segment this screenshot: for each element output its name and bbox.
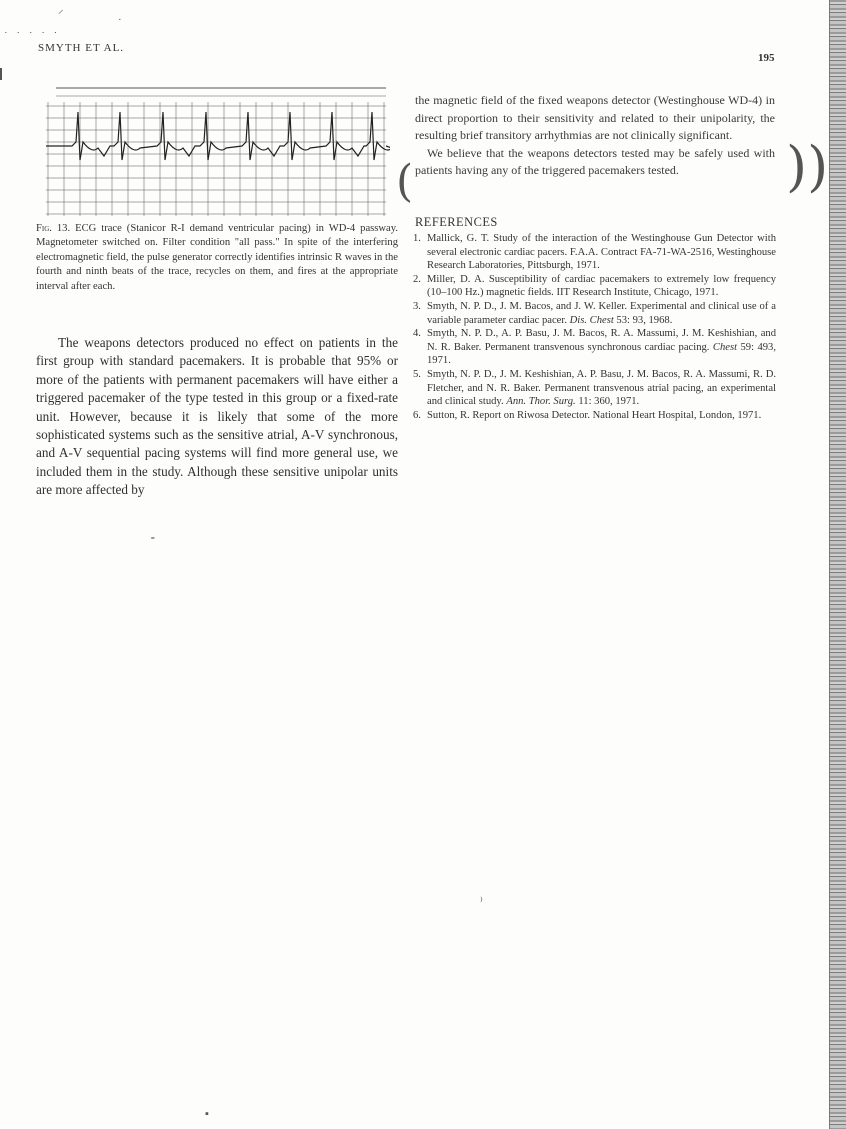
body-paragraph: the magnetic field of the fixed weapons detector (Westinghouse WD-4) in direct proportion to their sensitivity and related to their unipolarity, the resulting brief transitory arrhythmias are not clinically significant. — [415, 93, 775, 143]
reference-item: 4. Smyth, N. P. D., A. P. Basu, J. M. Bacos, R. A. Massumi, J. M. Keshishian, and N. R. Baker. Permanent transvenous synchronous cardiac pacing. Chest 59: 493, 1971. — [413, 328, 777, 367]
ecg-trace-figure — [40, 84, 390, 224]
scan-speck: ˙ ˙ ˙ ˙ ˙ — [4, 30, 61, 42]
scan-speck: ⁾ — [480, 896, 483, 908]
scan-left-mark — [0, 68, 2, 80]
reference-item: 1. Mallick, G. T. Study of the interaction of the Westinghouse Gun Detector with several electronic cardiac pacers. F.A.A. Contract FA-71-WA-2516, Westinghouse Research Laboratories, Pittsburgh, 1971. — [413, 233, 776, 272]
body-paragraph: The weapons detectors produced no effect on patients in the first group with standard pacemakers. It is probable that 95% or more of the patients with permanent pacemakers will have either a triggered pacemaker of the type tested in this group or a fixed-rate unit. However, because it is likely that some of the more sophisticated systems such as the sensitive atrial, A-V synchronous, and A-V sequential pacing systems will find more general use, we included them in the study. Although these sensitive unipolar units are more affected by — [36, 335, 398, 498]
scan-edge-line — [829, 0, 830, 1129]
references-list — [413, 232, 776, 422]
scan-edge-strip — [830, 0, 846, 1129]
scan-speck: ⁃ — [150, 533, 156, 545]
scan-speck: ▪ — [205, 1108, 209, 1120]
handwritten-bracket-left: ( — [396, 156, 414, 207]
body-paragraph: We believe that the weapons detectors tested may be safely used with patients having any of the triggered pacemakers tested. — [415, 145, 775, 178]
right-column-body — [415, 92, 775, 180]
figure-label: Fig. 13. — [36, 223, 71, 234]
left-column-body — [36, 334, 398, 500]
reference-item: 6. Sutton, R. Report on Riwosa Detector. National Heart Hospital, London, 1971. — [413, 409, 762, 421]
references-heading: REFERENCES — [415, 215, 498, 229]
reference-item: 5. Smyth, N. P. D., J. M. Keshishian, A. P. Basu, J. M. Bacos, R. A. Massumi, R. D. Fletcher, and N. R. Baker. Permanent transvenous atrial pacing, an experimental and clinical study. Ann. Thor. Surg. 11: 360, 1971. — [413, 368, 776, 408]
scan-speck: · — [118, 14, 122, 26]
figure-caption-text: ECG trace (Stanicor R-I demand ventricular pacing) in WD-4 passway. Magnetometer switched on. Filter condition "all pass." In spite of the interfering electromagnetic field, the pulse generator correctly identifies intrinsic R waves in the fourth and ninth beats of the trace, recycles on them, and fires at the appropriate interval after each. — [36, 223, 398, 292]
reference-item: 3. Smyth, N. P. D., J. M. Bacos, and J. W. Keller. Experimental and clinical use of a variable parameter cardiac pacer. Dis. Chest 53: 93, 1968. — [413, 300, 776, 326]
scan-speck: ⸝ — [58, 4, 64, 16]
page-number: 195 — [758, 52, 775, 64]
running-head: SMYTH ET AL. — [38, 42, 125, 54]
figure-caption — [36, 222, 398, 294]
reference-item: 2. Miller, D. A. Susceptibility of cardiac pacemakers to extremely low frequency (10–100 Hz.) magnetic fields. IIT Research Institute, Chicago, 1971. — [413, 273, 776, 299]
handwritten-bracket-right: )) — [786, 135, 829, 198]
